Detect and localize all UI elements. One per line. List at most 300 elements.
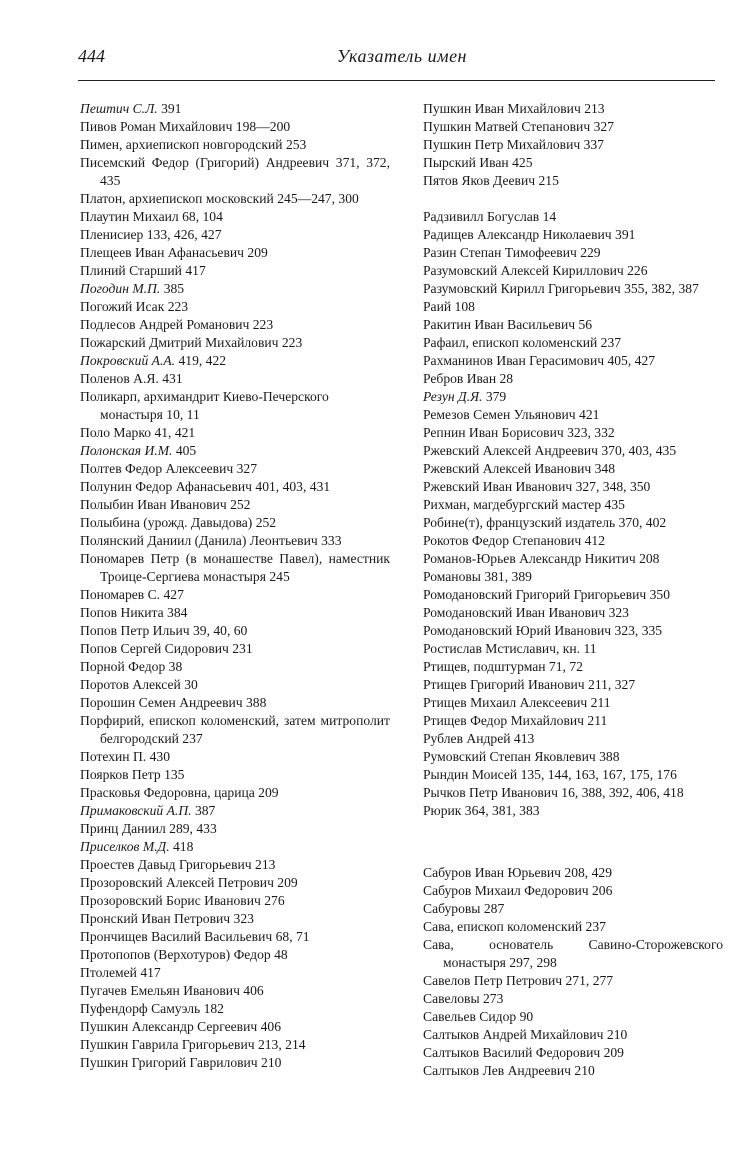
entry-name: Принц Даниил <box>80 821 166 836</box>
entry-pages: 370, 403, 435 <box>597 443 677 458</box>
entry-name: Плаутин Михаил <box>80 209 179 224</box>
index-section-r <box>423 208 723 820</box>
page-number: 444 <box>78 46 105 66</box>
index-entry <box>80 748 390 766</box>
entry-name: Разумовский Алексей Кириллович <box>423 263 624 278</box>
entry-name: Пономарев Петр (в монашестве Павел), наместник Троице-Сергиева монастыря <box>80 551 390 584</box>
entry-pages: 379 <box>482 389 507 404</box>
entry-name: Поленов А.Я. <box>80 371 159 386</box>
entry-pages: 406 <box>239 983 264 998</box>
index-entry <box>80 856 390 874</box>
index-entry <box>80 784 390 802</box>
index-entry <box>80 388 390 424</box>
entry-pages: 387 <box>191 803 216 818</box>
entry-name: Пушкин Григорий Гаврилович <box>80 1055 258 1070</box>
entry-name: Попов Сергей Сидорович <box>80 641 229 656</box>
index-entry <box>423 604 723 622</box>
index-entry <box>80 910 390 928</box>
entry-pages: 14 <box>539 209 557 224</box>
entry-name: Салтыков Василий Федорович <box>423 1045 601 1060</box>
entry-pages: 30 <box>180 677 198 692</box>
entry-name: Полыбина (урожд. Давыдова) <box>80 515 253 530</box>
entry-pages: 206 <box>588 883 613 898</box>
entry-name: Потехин П. <box>80 749 147 764</box>
index-entry <box>423 226 723 244</box>
index-entry <box>80 1036 390 1054</box>
entry-pages: 276 <box>260 893 285 908</box>
entry-pages: 252 <box>226 497 251 512</box>
entry-pages: 391 <box>611 227 636 242</box>
index-entry <box>80 100 390 118</box>
entry-name: Проестев Давыд Григорьевич <box>80 857 252 872</box>
entry-pages: 388 <box>595 749 620 764</box>
entry-name: Платон, архиепископ московский <box>80 191 274 206</box>
index-entry <box>423 334 723 352</box>
entry-pages: 289, 433 <box>165 821 217 836</box>
entry-pages: 417 <box>181 263 206 278</box>
entry-name: Рублев Андрей <box>423 731 511 746</box>
entry-name: Пушкин Матвей Степанович <box>423 119 591 134</box>
entry-name: Ртищев Федор Михайлович <box>423 713 584 728</box>
entry-pages: 405 <box>172 443 197 458</box>
index-entry <box>80 478 390 496</box>
entry-pages: 182 <box>200 1001 224 1016</box>
index-entry <box>423 172 723 190</box>
entry-pages: 323, 332 <box>563 425 615 440</box>
entry-name: Рахманинов Иван Герасимович <box>423 353 605 368</box>
entry-name: Савельев Сидор <box>423 1009 517 1024</box>
index-entry <box>80 532 390 550</box>
entry-name: Ржевский Алексей Иванович <box>423 461 592 476</box>
index-entry <box>80 244 390 262</box>
index-entry <box>423 316 723 334</box>
entry-name: Поярков Петр <box>80 767 161 782</box>
entry-name: Пугачев Емельян Иванович <box>80 983 240 998</box>
index-entry <box>80 838 390 856</box>
index-entry <box>423 388 723 406</box>
entry-pages: 108 <box>451 299 475 314</box>
index-entry <box>80 676 390 694</box>
entry-name: Салтыков Андрей Михайлович <box>423 1027 604 1042</box>
entry-pages: 90 <box>516 1009 534 1024</box>
entry-name: Рокотов Федор Степанович <box>423 533 582 548</box>
entry-name: Ракитин Иван Васильевич <box>423 317 576 332</box>
entry-pages: 71, 72 <box>545 659 583 674</box>
entry-pages: 381, 389 <box>480 569 532 584</box>
entry-name: Робине(т), французский издатель <box>423 515 616 530</box>
index-entry <box>80 802 390 820</box>
entry-name: Прасковья Федоровна, царица <box>80 785 255 800</box>
entry-pages: 133, 426, 427 <box>143 227 222 242</box>
entry-name: Резун Д.Я. <box>423 389 483 404</box>
index-column-right <box>423 100 723 1080</box>
entry-name: Поло Марко <box>80 425 152 440</box>
entry-name: Приселков М.Д. <box>80 839 170 854</box>
index-entry <box>80 190 390 208</box>
entry-name: Пушкин Иван Михайлович <box>423 101 581 116</box>
index-entry <box>80 1000 390 1018</box>
entry-pages: 56 <box>575 317 593 332</box>
entry-pages: 208 <box>635 551 660 566</box>
entry-pages: 371, 372, 435 <box>100 155 391 188</box>
index-entry <box>423 514 723 532</box>
index-entry <box>80 424 390 442</box>
entry-name: Романовы <box>423 569 481 584</box>
entry-pages: 355, 382, 387 <box>620 281 699 296</box>
index-entry <box>80 496 390 514</box>
entry-pages: 237 <box>597 335 622 350</box>
index-entry <box>80 136 390 154</box>
entry-pages: 245—247, 300 <box>273 191 359 206</box>
index-entry <box>80 640 390 658</box>
entry-name: Ромодановский Юрий Иванович <box>423 623 612 638</box>
entry-name: Погожий Исак <box>80 299 165 314</box>
entry-name: Прозоровский Борис Иванович <box>80 893 261 908</box>
entry-pages: 209 <box>254 785 279 800</box>
index-entry <box>80 658 390 676</box>
entry-name: Поротов Алексей <box>80 677 181 692</box>
entry-pages: 406 <box>257 1019 282 1034</box>
index-entry <box>423 478 723 496</box>
index-entry <box>80 928 390 946</box>
entry-pages: 427 <box>160 587 184 602</box>
entry-pages: 271, 277 <box>562 973 614 988</box>
index-entry <box>80 550 390 586</box>
index-entry <box>423 748 723 766</box>
entry-name: Попов Никита <box>80 605 164 620</box>
index-entry <box>423 1044 723 1062</box>
entry-pages: 327, 348, 350 <box>572 479 651 494</box>
entry-name: Ржевский Алексей Андреевич <box>423 443 598 458</box>
entry-name: Поликарп, архимандрит Киево-Печерского монастыря <box>80 389 329 422</box>
index-entry <box>423 424 723 442</box>
index-entry <box>423 532 723 550</box>
entry-name: Пушкин Петр Михайлович <box>423 137 581 152</box>
entry-pages: 209 <box>273 875 298 890</box>
entry-name: Румовский Степан Яковлевич <box>423 749 596 764</box>
index-entry <box>80 946 390 964</box>
entry-name: Савелов Петр Петрович <box>423 973 563 988</box>
entry-pages: 337 <box>580 137 604 152</box>
index-entry <box>423 694 723 712</box>
entry-name: Рындин Моисей <box>423 767 518 782</box>
entry-name: Полянский Даниил (Данила) Леонтьевич <box>80 533 318 548</box>
index-entry <box>80 1018 390 1036</box>
page-header <box>78 44 715 81</box>
entry-name: Романов-Юрьев Александр Никитич <box>423 551 636 566</box>
entry-pages: 41, 421 <box>151 425 196 440</box>
entry-pages: 421 <box>575 407 600 422</box>
entry-name: Пештич С.Л. <box>80 101 158 116</box>
entry-name: Ртищев Михаил Алексеевич <box>423 695 588 710</box>
entry-name: Прозоровский Алексей Петрович <box>80 875 274 890</box>
index-entry <box>423 1026 723 1044</box>
entry-pages: 348 <box>591 461 616 476</box>
index-entry <box>80 766 390 784</box>
entry-name: Репнин Иван Борисович <box>423 425 564 440</box>
entry-pages: 253 <box>282 137 307 152</box>
entry-name: Сава, епископ коломенский <box>423 919 583 934</box>
index-entry <box>80 460 390 478</box>
entry-pages: 135 <box>160 767 185 782</box>
entry-pages: 209 <box>600 1045 624 1060</box>
entry-pages: 211, 327 <box>584 677 636 692</box>
entry-name: Сава, основатель Савино-Сторожевского монастыря <box>423 937 723 970</box>
entry-pages: 431 <box>158 371 183 386</box>
entry-pages: 39, 40, 60 <box>189 623 248 638</box>
entry-pages: 68, 104 <box>178 209 223 224</box>
entry-name: Рюрик <box>423 803 462 818</box>
index-entry <box>423 918 723 936</box>
entry-pages: 297, 298 <box>505 955 557 970</box>
entry-pages: 388 <box>242 695 267 710</box>
entry-pages: 198––200 <box>232 119 291 134</box>
entry-name: Покровский А.А. <box>80 353 176 368</box>
index-entry <box>423 280 723 298</box>
index-entry <box>80 586 390 604</box>
entry-pages: 385 <box>160 281 185 296</box>
entry-pages: 210 <box>257 1055 282 1070</box>
entry-name: Прончищев Василий Васильевич <box>80 929 273 944</box>
index-entry <box>80 874 390 892</box>
entry-name: Пуфендорф Самуэль <box>80 1001 201 1016</box>
index-entry <box>80 964 390 982</box>
entry-pages: 323, 335 <box>611 623 663 638</box>
index-entry <box>423 442 723 460</box>
entry-name: Ремезов Семен Ульянович <box>423 407 576 422</box>
entry-name: Сабуров Иван Юрьевич <box>423 865 562 880</box>
index-entry <box>423 154 723 172</box>
index-entry <box>423 730 723 748</box>
section-gap <box>423 820 723 864</box>
entry-name: Пятов Яков Деевич <box>423 173 536 188</box>
index-entry <box>423 658 723 676</box>
entry-name: Рафаил, епископ коломенский <box>423 335 598 350</box>
index-entry <box>423 784 723 802</box>
entry-pages: 287 <box>480 901 505 916</box>
index-entry <box>423 972 723 990</box>
entry-pages: 417 <box>136 965 161 980</box>
index-entry <box>80 118 390 136</box>
entry-pages: 425 <box>508 155 533 170</box>
entry-pages: 435 <box>601 497 625 512</box>
index-entry <box>423 900 723 918</box>
entry-name: Полунин Федор Афанасьевич <box>80 479 252 494</box>
index-entry <box>80 514 390 532</box>
index-entry <box>80 316 390 334</box>
index-section-s <box>423 864 723 1080</box>
entry-name: Плещеев Иван Афанасьевич <box>80 245 244 260</box>
entry-name: Порошин Семен Андреевич <box>80 695 243 710</box>
entry-pages: 215 <box>535 173 559 188</box>
entry-pages: 213 <box>580 101 605 116</box>
entry-pages: 16, 388, 392, 406, 418 <box>557 785 684 800</box>
entry-pages: 135, 144, 163, 167, 175, 176 <box>517 767 677 782</box>
index-entry <box>423 406 723 424</box>
entry-pages: 11 <box>580 641 597 656</box>
entry-name: Ромодановский Иван Иванович <box>423 605 606 620</box>
index-entry <box>423 802 723 820</box>
entry-name: Протопопов (Верхотуров) Федор <box>80 947 271 962</box>
entry-pages: 48 <box>270 947 288 962</box>
entry-name: Попов Петр Ильич <box>80 623 190 638</box>
entry-name: Примаковский А.П. <box>80 803 192 818</box>
entry-name: Пушкин Гаврила Григорьевич <box>80 1037 255 1052</box>
entry-name: Рихман, магдебургский мастер <box>423 497 602 512</box>
entry-name: Ростислав Мстиславич, кн. <box>423 641 581 656</box>
index-entry <box>423 712 723 730</box>
index-entry <box>80 154 390 190</box>
index-entry <box>80 820 390 838</box>
entry-name: Пимен, архиепископ новгородский <box>80 137 283 152</box>
entry-name: Птолемей <box>80 965 137 980</box>
index-entry <box>423 936 723 972</box>
entry-pages: 273 <box>479 991 504 1006</box>
index-entry <box>423 676 723 694</box>
index-entry <box>80 208 390 226</box>
entry-name: Радзивилл Богуслав <box>423 209 540 224</box>
entry-pages: 323 <box>230 911 254 926</box>
index-entry <box>423 1008 723 1026</box>
entry-pages: 223 <box>164 299 189 314</box>
entry-pages: 419, 422 <box>175 353 227 368</box>
index-entry <box>80 604 390 622</box>
entry-pages: 210 <box>603 1027 628 1042</box>
index-entry <box>423 118 723 136</box>
index-entry <box>80 352 390 370</box>
entry-pages: 430 <box>146 749 170 764</box>
entry-pages: 245 <box>265 569 290 584</box>
index-entry <box>80 334 390 352</box>
entry-pages: 213 <box>251 857 276 872</box>
index-entry <box>423 1062 723 1080</box>
entry-pages: 237 <box>582 919 606 934</box>
index-entry <box>80 982 390 1000</box>
index-entry <box>80 370 390 388</box>
entry-name: Порфирий, епископ коломенский, затем митрополит белгородский <box>80 713 390 746</box>
entry-pages: 226 <box>623 263 648 278</box>
index-entry <box>423 640 723 658</box>
index-entry <box>423 136 723 154</box>
entry-name: Пырский Иван <box>423 155 509 170</box>
index-entry <box>423 882 723 900</box>
entry-pages: 223 <box>249 317 274 332</box>
entry-pages: 38 <box>165 659 183 674</box>
entry-name: Полтев Федор Алексеевич <box>80 461 234 476</box>
entry-name: Ртищев, подштурман <box>423 659 546 674</box>
entry-pages: 231 <box>228 641 253 656</box>
entry-pages: 327 <box>590 119 614 134</box>
entry-pages: 252 <box>252 515 277 530</box>
entry-name: Салтыков Лев Андреевич <box>423 1063 571 1078</box>
entry-pages: 412 <box>581 533 605 548</box>
index-entry <box>423 622 723 640</box>
entry-pages: 370, 402 <box>615 515 667 530</box>
index-entry <box>80 442 390 460</box>
index-column-left <box>80 100 390 1072</box>
index-entry <box>423 208 723 226</box>
entry-pages: 364, 381, 383 <box>461 803 540 818</box>
index-section-p-continued <box>423 100 723 190</box>
entry-name: Пленисиер <box>80 227 144 242</box>
entry-pages: 401, 403, 431 <box>252 479 331 494</box>
entry-name: Разумовский Кирилл Григорьевич <box>423 281 621 296</box>
entry-pages: 209 <box>244 245 268 260</box>
entry-pages: 405, 427 <box>604 353 656 368</box>
entry-pages: 413 <box>510 731 535 746</box>
entry-pages: 323 <box>605 605 629 620</box>
entry-name: Порной Федор <box>80 659 166 674</box>
index-entry <box>423 262 723 280</box>
index-entry <box>423 586 723 604</box>
index-entry <box>423 298 723 316</box>
entry-name: Сабуров Михаил Федорович <box>423 883 589 898</box>
entry-name: Ромодановский Григорий Григорьевич <box>423 587 647 602</box>
entry-name: Полонская И.М. <box>80 443 173 458</box>
index-entry <box>423 460 723 478</box>
index-entry <box>80 1054 390 1072</box>
index-entry <box>423 990 723 1008</box>
index-entry <box>80 280 390 298</box>
index-entry <box>423 244 723 262</box>
entry-pages: 223 <box>278 335 303 350</box>
entry-name: Писемский Федор (Григорий) Андреевич <box>80 155 330 170</box>
entry-name: Пронский Иван Петрович <box>80 911 231 926</box>
entry-name: Ржевский Иван Иванович <box>423 479 573 494</box>
entry-pages: 210 <box>571 1063 595 1078</box>
entry-name: Пономарев С. <box>80 587 161 602</box>
entry-pages: 350 <box>646 587 671 602</box>
index-entry <box>423 496 723 514</box>
index-entry <box>80 892 390 910</box>
entry-pages: 384 <box>163 605 188 620</box>
entry-pages: 391 <box>157 101 182 116</box>
entry-name: Пожарский Дмитрий Михайлович <box>80 335 279 350</box>
entry-pages: 68, 71 <box>272 929 310 944</box>
entry-pages: 213, 214 <box>254 1037 306 1052</box>
entry-pages: 211 <box>587 695 611 710</box>
entry-name: Пивов Роман Михайлович <box>80 119 233 134</box>
entry-pages: 327 <box>233 461 258 476</box>
entry-name: Подлесов Андрей Романович <box>80 317 250 332</box>
index-entry <box>80 694 390 712</box>
entry-pages: 237 <box>178 731 203 746</box>
entry-name: Савеловы <box>423 991 480 1006</box>
index-entry <box>423 370 723 388</box>
entry-name: Сабуровы <box>423 901 481 916</box>
index-entry <box>423 766 723 784</box>
index-entry <box>423 568 723 586</box>
index-entry <box>80 298 390 316</box>
index-entry <box>423 100 723 118</box>
entry-pages: 28 <box>496 371 514 386</box>
entry-name: Ребров Иван <box>423 371 497 386</box>
entry-pages: 229 <box>576 245 601 260</box>
entry-name: Пушкин Александр Сергеевич <box>80 1019 258 1034</box>
running-title: Указатель имен <box>336 46 467 66</box>
entry-name: Плиний Старший <box>80 263 182 278</box>
entry-pages: 10, 11 <box>162 407 200 422</box>
entry-name: Погодин М.П. <box>80 281 161 296</box>
index-entry <box>80 262 390 280</box>
index-entry <box>80 226 390 244</box>
index-entry <box>80 622 390 640</box>
entry-name: Раий <box>423 299 452 314</box>
entry-name: Ртищев Григорий Иванович <box>423 677 585 692</box>
section-gap <box>423 190 723 208</box>
entry-name: Радищев Александр Николаевич <box>423 227 612 242</box>
entry-name: Разин Степан Тимофеевич <box>423 245 577 260</box>
